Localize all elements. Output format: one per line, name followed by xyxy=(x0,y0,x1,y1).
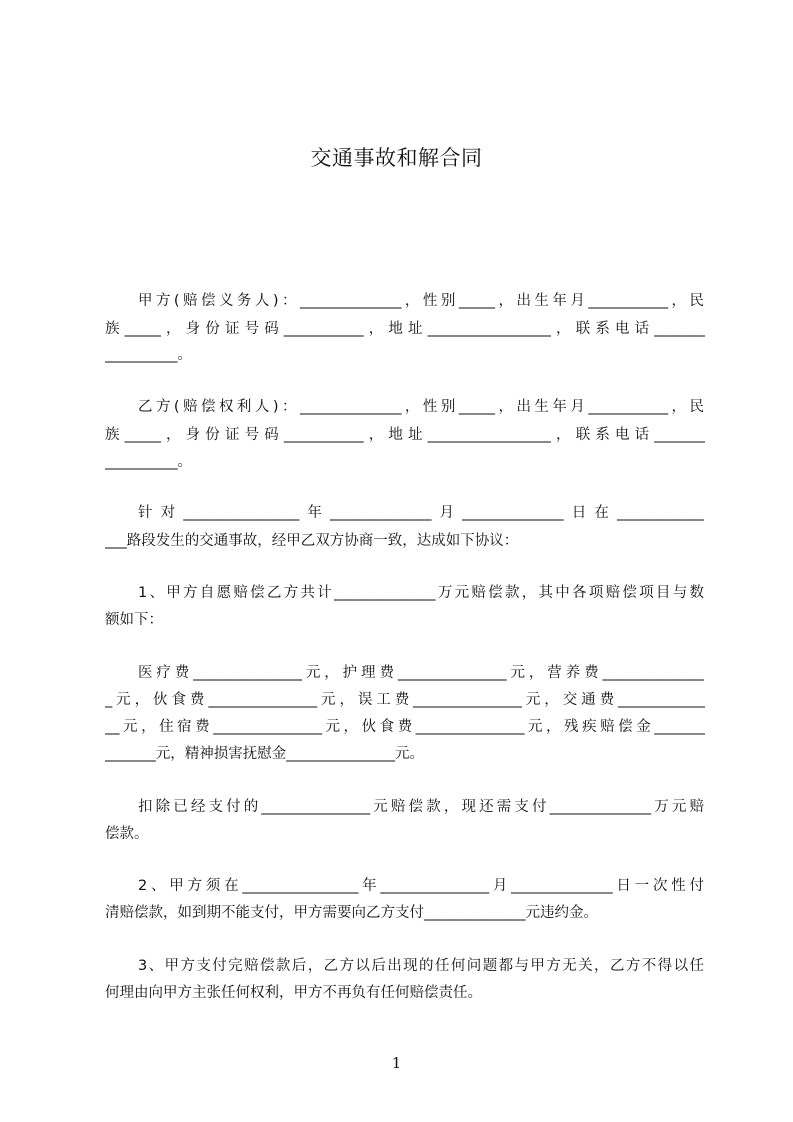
items-line-4: _______元，精神损害抚慰金_______________元。 xyxy=(105,746,424,762)
clause-2-line-1: 2、甲方须在________________年_______________月______________日一次性付 xyxy=(138,878,704,894)
deduction-line-2: 偿款。 xyxy=(105,826,149,842)
intro-line-2: ___路段发生的交通事故，经甲乙双方协商一致，达成如下协议： xyxy=(105,533,519,549)
clause-1-line-1: 1、甲方自愿赔偿乙方共计______________万元赔偿款，其中各项赔偿项目与数 xyxy=(138,585,704,601)
deduction-line-1: 扣除已经支付的_______________元赔偿款，现还需支付______________万元赔 xyxy=(138,799,704,815)
items-line-1: 医疗费_______________元，护理费_______________元，营养费______________ xyxy=(138,665,704,681)
items-line-2: _元，伙食费_______________元，误工费_______________元，交通费____________ xyxy=(105,692,705,708)
party-b-line-2: 族_____，身份证号码___________，地址_________________，联系电话_______ xyxy=(105,427,705,443)
clause-3-line-2: 何理由向甲方主张任何权利，甲方不再负有任何赔偿责任。 xyxy=(105,985,482,1001)
party-b-line-1: 乙方(赔偿权利人)：______________，性别_____，出生年月___________，民 xyxy=(138,399,704,415)
clause-2-line-2: 清赔偿款，如到期不能支付，甲方需要向乙方支付______________元违约金。 xyxy=(105,905,598,921)
clause-1-line-2: 额如下： xyxy=(105,612,163,628)
party-a-line-2: 族_____，身份证号码___________，地址_________________，联系电话_______ xyxy=(105,321,705,337)
clause-3-line-1: 3、甲方支付完赔偿款后，乙方以后出现的任何问题都与甲方无关，乙方不得以任 xyxy=(138,958,704,974)
document-title: 交通事故和解合同 xyxy=(310,146,483,170)
items-line-3: __元，住宿费_______________元，伙食费_______________元，残疾赔偿金_______ xyxy=(105,719,705,735)
party-b-line-3: __________。 xyxy=(105,454,192,470)
page-number: 1 xyxy=(391,1054,402,1072)
intro-line-1: 针对________________年______________月______________日在____________ xyxy=(138,505,704,521)
party-a-line-3: __________。 xyxy=(105,347,192,363)
party-a-line-1: 甲方(赔偿义务人)：______________，性别_____，出生年月___________，民 xyxy=(138,293,704,309)
